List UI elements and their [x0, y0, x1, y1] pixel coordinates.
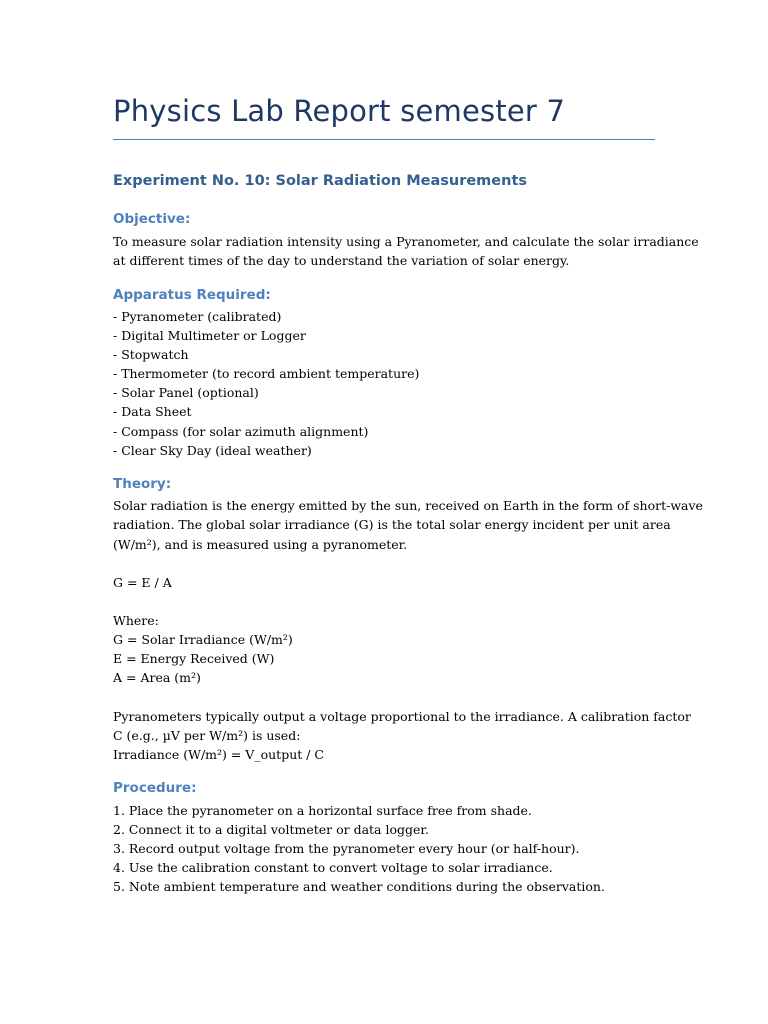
formula-line: Irradiance (W/m²) = V_output / C — [113, 747, 324, 762]
theory-line: radiation. The global solar irradiance (G) is the total solar energy incident per unit area — [113, 517, 671, 532]
procedure-step: 5. Note ambient temperature and weather conditions during the observation. — [113, 879, 605, 894]
theory-line: Solar radiation is the energy emitted by the sun, received on Earth in the form of short-wave — [113, 498, 703, 513]
theory-line: C (e.g., µV per W/m²) is used: — [113, 728, 301, 743]
theory-line: A = Area (m²) — [113, 670, 201, 685]
apparatus-item: - Thermometer (to record ambient temperature) — [113, 366, 420, 381]
title-divider — [113, 139, 655, 140]
apparatus-item: - Compass (for solar azimuth alignment) — [113, 424, 369, 439]
apparatus-item: - Digital Multimeter or Logger — [113, 328, 306, 343]
apparatus-heading: Apparatus Required: — [113, 287, 271, 303]
procedure-step: 3. Record output voltage from the pyranometer every hour (or half-hour). — [113, 841, 580, 856]
theory-line: G = Solar Irradiance (W/m²) — [113, 632, 293, 647]
theory-line: Where: — [113, 613, 159, 628]
theory-line: Pyranometers typically output a voltage proportional to the irradiance. A calibration factor — [113, 709, 691, 724]
objective-line: To measure solar radiation intensity using a Pyranometer, and calculate the solar irradiance — [113, 234, 699, 249]
procedure-step: 2. Connect it to a digital voltmeter or data logger. — [113, 822, 429, 837]
apparatus-item: - Pyranometer (calibrated) — [113, 309, 282, 324]
procedure-heading: Procedure: — [113, 780, 197, 796]
objective-line: at different times of the day to understand the variation of solar energy. — [113, 253, 570, 268]
apparatus-item: - Clear Sky Day (ideal weather) — [113, 443, 312, 458]
procedure-step: 4. Use the calibration constant to convert voltage to solar irradiance. — [113, 860, 553, 875]
objective-heading: Objective: — [113, 211, 191, 227]
theory-line: (W/m²), and is measured using a pyranometer. — [113, 537, 408, 552]
apparatus-item: - Stopwatch — [113, 347, 189, 362]
formula-line: G = E / A — [113, 575, 172, 590]
document-title: Physics Lab Report semester 7 — [113, 94, 566, 128]
apparatus-item: - Solar Panel (optional) — [113, 385, 259, 400]
apparatus-item: - Data Sheet — [113, 404, 192, 419]
procedure-step: 1. Place the pyranometer on a horizontal surface free from shade. — [113, 803, 532, 818]
theory-line: E = Energy Received (W) — [113, 651, 275, 666]
experiment-heading: Experiment No. 10: Solar Radiation Measurements — [113, 173, 528, 189]
theory-heading: Theory: — [113, 476, 172, 492]
